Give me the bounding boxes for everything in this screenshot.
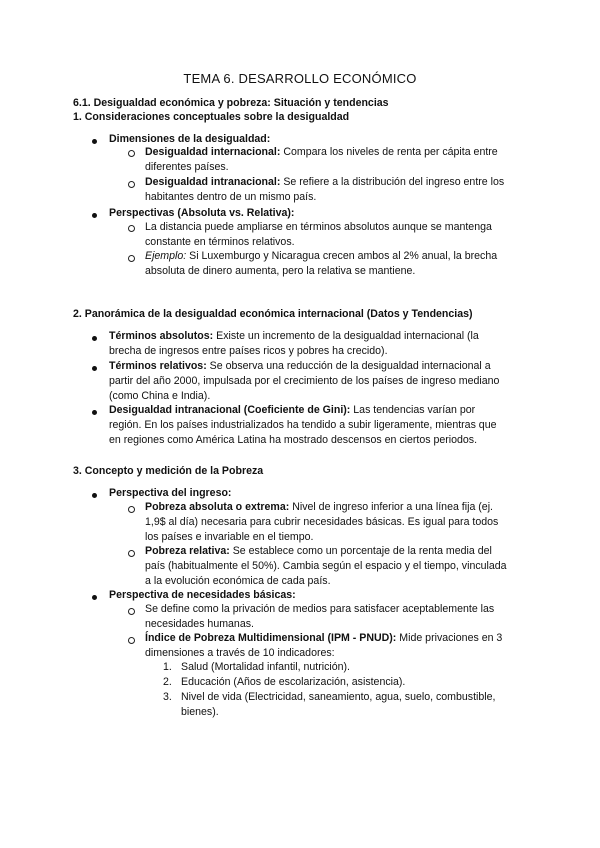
- bullet-dot: [92, 336, 97, 341]
- relative-terms-term: Términos relativos:: [109, 360, 207, 372]
- ipm-item-number: 1.: [163, 661, 172, 673]
- ipm-item-text: Salud (Mortalidad infantil, nutrición).: [181, 661, 350, 673]
- dimensions-heading: Dimensiones de la desigualdad:: [109, 133, 271, 145]
- intra-inequality-term: Desigualdad intranacional:: [145, 176, 281, 188]
- relative-poverty-term: Pobreza relativa:: [145, 545, 230, 557]
- relative-poverty-line2: país (habitualmente el 50%). Cambia según el espacio y el tiempo, vinculada: [145, 560, 507, 572]
- bullet-dot: [92, 595, 97, 600]
- bullet-dot: [92, 213, 97, 218]
- gini-text: Las tendencias varían por: [350, 404, 476, 416]
- bullet-circle: [128, 608, 135, 615]
- bullet-circle: [128, 181, 135, 188]
- ipm-item-text: Nivel de vida (Electricidad, saneamiento, agua, suelo, combustible,: [181, 691, 496, 703]
- absolute-poverty-line3: los países e invariable en el tiempo.: [145, 531, 314, 543]
- ipm-item-text-continued: bienes).: [181, 706, 219, 718]
- perspective-a-line2: constante en términos relativos.: [145, 236, 295, 248]
- ipm-line2: dimensiones a través de 10 indicadores:: [145, 647, 335, 659]
- ipm-term: Índice de Pobreza Multidimensional (IPM - PNUD):: [145, 632, 397, 644]
- gini-line1: [109, 402, 475, 418]
- basic-needs-line1: Se define como la privación de medios para satisfacer aceptablemente las: [145, 603, 495, 615]
- page-title: TEMA 6. DESARROLLO ECONÓMICO: [183, 71, 417, 86]
- intl-inequality-line2: diferentes países.: [145, 161, 229, 173]
- gini-line2: región. En los países industrializados ha tendido a subir ligeramente, mientras que: [109, 419, 497, 431]
- section-heading-2: 2. Panorámica de la desigualdad económica internacional (Datos y Tendencias): [73, 308, 473, 320]
- absolute-poverty-text: Nivel de ingreso inferior a una línea fija (ej.: [289, 501, 493, 513]
- perspective-b-line1: [145, 248, 497, 264]
- bullet-circle: [128, 637, 135, 644]
- absolute-terms-line1: [109, 328, 479, 344]
- bullet-dot: [92, 493, 97, 498]
- relative-terms-line1: [109, 358, 491, 374]
- bullet-dot: [92, 410, 97, 415]
- bullet-circle: [128, 225, 135, 232]
- bullet-dot: [92, 366, 97, 371]
- example-label: Ejemplo:: [145, 250, 187, 262]
- example-text: Si Luxemburgo y Nicaragua crecen ambos al 2% anual, la brecha: [186, 250, 498, 262]
- gini-term: Desigualdad intranacional (Coeficiente de Gini):: [109, 404, 351, 416]
- income-perspective-heading: Perspectiva del ingreso:: [109, 487, 232, 499]
- ipm-item-number: 2.: [163, 676, 172, 688]
- ipm-text: Mide privaciones en 3: [396, 632, 503, 644]
- absolute-poverty-line2: 1,9$ al día) necesaria para cubrir necesidades básicas. Es igual para todos: [145, 516, 499, 528]
- absolute-terms-term: Términos absolutos:: [109, 330, 214, 342]
- bullet-circle: [128, 506, 135, 513]
- intl-inequality-term: Desigualdad internacional:: [145, 146, 281, 158]
- bullet-circle: [128, 550, 135, 557]
- relative-terms-text: Se observa una reducción de la desigualdad internacional a: [206, 360, 491, 372]
- relative-terms-line3: (como China e India).: [109, 390, 211, 402]
- intra-inequality-line1: [145, 174, 504, 190]
- relative-terms-line2: partir del año 2000, impulsada por el crecimiento de los países de ingreso mediano: [109, 375, 500, 387]
- relative-poverty-line1: [145, 543, 492, 559]
- relative-poverty-line3: a la evolución económica de cada país.: [145, 575, 331, 587]
- ipm-item-text: Educación (Años de escolarización, asistencia).: [181, 676, 406, 688]
- perspective-a-line1: La distancia puede ampliarse en términos absolutos aunque se mantenga: [145, 221, 492, 233]
- relative-poverty-text: Se establece como un porcentaje de la renta media del: [229, 545, 492, 557]
- absolute-terms-text: Existe un incremento de la desigualdad internacional (la: [213, 330, 479, 342]
- basic-needs-heading: Perspectiva de necesidades básicas:: [109, 589, 296, 601]
- basic-needs-line2: necesidades humanas.: [145, 618, 254, 630]
- gini-line3: en regiones como América Latina ha mostrado descensos en ciertos periodos.: [109, 434, 478, 446]
- intl-inequality-line1: [145, 144, 498, 160]
- bullet-dot: [92, 139, 97, 144]
- section-heading-6-1: 6.1. Desigualdad económica y pobreza: Situación y tendencias: [73, 97, 389, 109]
- intra-inequality-text: Se refiere a la distribución del ingreso entre los: [280, 176, 505, 188]
- intl-inequality-text: Compara los niveles de renta per cápita entre: [280, 146, 498, 158]
- intra-inequality-line2: habitantes dentro de un mismo país.: [145, 191, 317, 203]
- section-heading-1: 1. Consideraciones conceptuales sobre la desigualdad: [73, 111, 350, 123]
- absolute-terms-line2: brecha de ingresos entre países ricos y pobres ha crecido).: [109, 345, 388, 357]
- absolute-poverty-line1: [145, 499, 493, 515]
- ipm-item-number: 3.: [163, 691, 172, 703]
- perspective-b-line2: absoluta de dinero aumenta, pero la relativa se mantiene.: [145, 265, 416, 277]
- bullet-circle: [128, 255, 135, 262]
- section-heading-3: 3. Concepto y medición de la Pobreza: [73, 465, 264, 477]
- absolute-poverty-term: Pobreza absoluta o extrema:: [145, 501, 290, 513]
- ipm-line1: [145, 630, 502, 646]
- perspectives-heading: Perspectivas (Absoluta vs. Relativa):: [109, 207, 295, 219]
- bullet-circle: [128, 150, 135, 157]
